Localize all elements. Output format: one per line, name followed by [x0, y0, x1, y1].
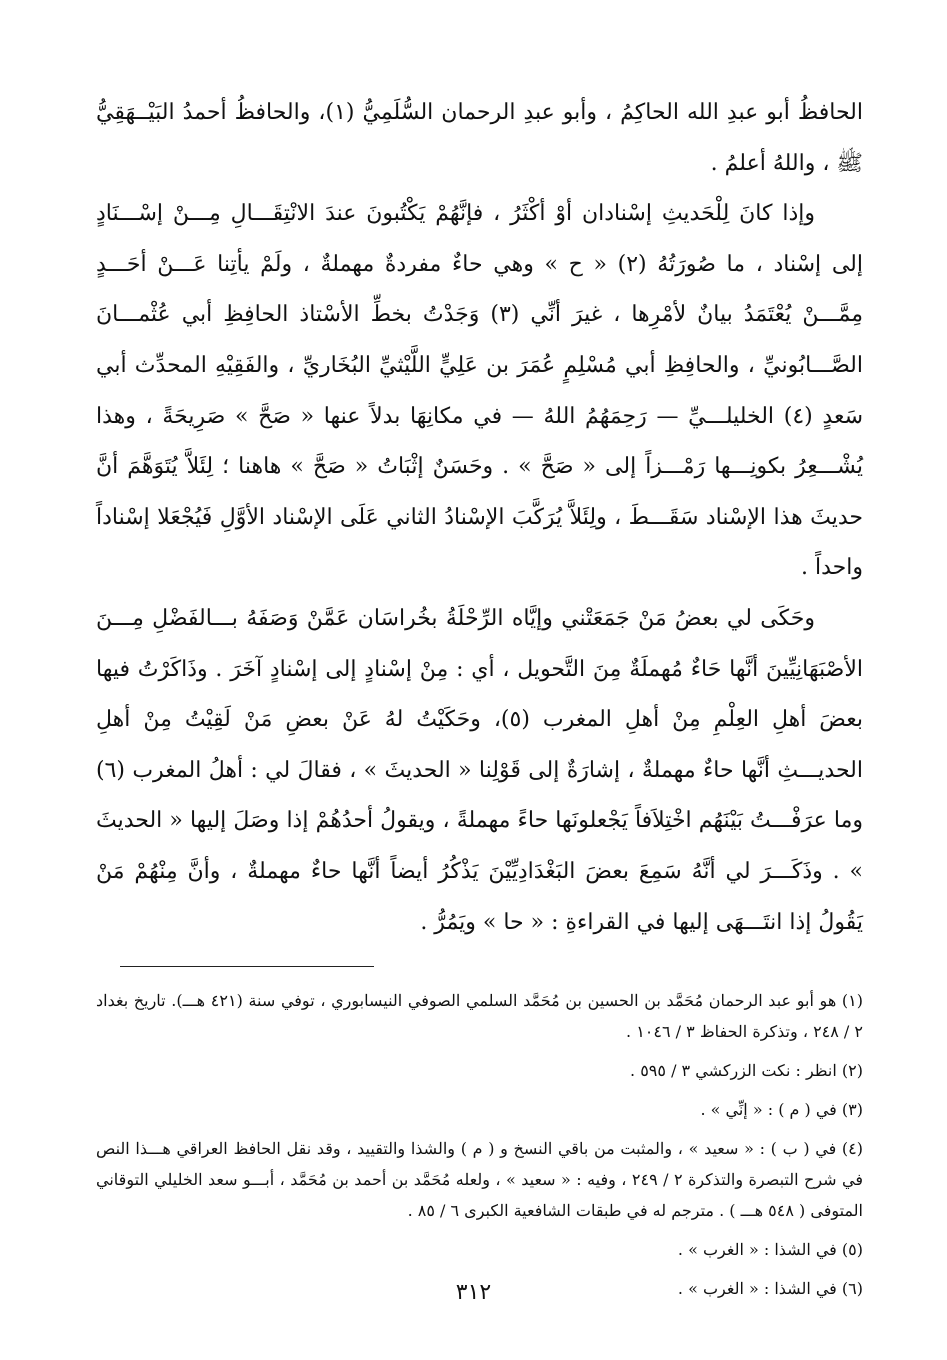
paragraph-2: وإذا كانَ لِلْحَديثِ إسْنادان أوْ أكْثَرُ ، فإنَّهُمْ يَكْتُبونَ عندَ الانْتِقَـــالِ مِـــنْ إسْـــنَادٍ إلى إسْناد ، ما صُورَتُهُ (٢) « ح » وهي حاءٌ مفردةٌ مهملةٌ ، ولَمْ يأتِنا عَـــنْ أحَـــدٍ مِمَّـــنْ يُعْتَمَدُ بيانٌ لأمْرِها ، غيرَ أنِّي (٣) وَجَدْتُ بخطِّ الأسْتاذ الحافِظِ أبي عُثْمـــانَ الصَّـــابُونيِّ ، والحافِظِ أبي مُسْلِمٍ عُمَرَ بن عَلِيٍّ اللَّيْثيِّ البُخَاريِّ ، والفَقِيْهِ المحدِّث أبي سَعدٍ (٤) الخليلـــيِّ — رَحِمَهُمُ اللهُ — في مكانِهَا بدلاً عنها « صَحَّ » صَرِيحَةً ، وهذا يُشْـــعِرُ بكونِـــها رَمْـــزاً إلى « صَحَّ » . وحَسَنٌ إثْبَاتُ « صَحَّ » هاهنا ؛ لِئَلاَّ يُتَوَهَّمَ أنَّ حديثَ هذا الإسْناد سَقَـــطَ ، ولِئَلاَّ يُرَكَّبَ الإسْنادُ الثاني عَلَى الإسْناد الأوَّلِ فَيُجْعَلا إسْناداً واحداً . [96, 201, 863, 581]
document-page [96, 88, 863, 1360]
footnote-5: (٥) في الشذا : « الغرب » . [677, 1240, 863, 1260]
footnote-2: (٢) انظر : نكت الزركشي ٣ / ٥٩٥ . [630, 1061, 863, 1081]
footnote-divider [120, 966, 374, 967]
footnote-4: (٤) في ( ب ) : « سعيد » ، والمثبت من باقي النسخ و ( م ) والشذا والتقييد ، وقد نقل الحافظ العراقي هـــذا النص في شرح التبصرة والتذكرة ٢ / ٢٤٩ ، وفيه : « سعيد » ، ولعله مُحَمَّد بن أحمد بن مُحَمَّد ، أبـــو سعد الخليلي التوقاني المتوفى ( ٥٤٨ هـــ ) . مترجم له في طبقات الشافعية الكبرى ٦ / ٨٥ . [96, 1139, 863, 1221]
paragraph-1: الحافظُ أبو عبدِ الله الحاكِمُ ، وأبو عبدِ الرحمان السُّلَمِيُّ (١)، والحافظُ أحمدُ البَيْــهَقِيُّ ﷺ ، واللهُ أعلمُ . [96, 100, 863, 176]
footnote-3: (٣) في ( م ) : « إنِّي » . [700, 1100, 863, 1120]
page-number: ٣١٢ [455, 1280, 492, 1305]
footnote-6: (٦) في الشذا : « الغرب » . [677, 1279, 863, 1299]
paragraph-3: وحَكَى لي بعضُ مَنْ جَمَعَتْني وإيَّاه الرِّحْلَةُ بخُراسَان عَمَّنْ وَصَفَهُ بـــالفَضْلِ مِـــنَ الأصْبَهَانِيِّينَ أنَّها حَاءٌ مُهملَةٌ مِنَ التَّحويل ، أي : مِنْ إسْنادٍ إلى إسْنادٍ آخَرَ . وذَاكَرْتُ فيها بعضَ أهلِ العِلْمِ مِنْ أهلِ المغرب (٥)، وحَكَيْتُ لهُ عَنْ بعضِ مَنْ لَقِيْتُ مِنْ أهلِ الحديـــثِ أنَّها حاءٌ مهملةٌ ، إشارَةٌ إلى قَوْلِنا « الحديثَ » ، فقالَ لي : أهلُ المغرب (٦) وما عرَفْـــتُ بَيْنَهُم اخْتِلاَفاً يَجْعلونَها حاءً مهملةً ، ويقولُ أحدُهُمْ إذا وصَلَ إليها « الحديثَ » . وذَكَـــرَ لي أنَّهُ سَمِعَ بعضَ البَغْدَادِيِّيْنَ يَذْكُرُ أيضاً أنَّها حاءٌ مهملةٌ ، وأنَّ مِنْهُمْ مَنْ يَقُولُ إذا انتَـــهَى إليها في القراءةِ : « حا » ويَمُرُّ . [96, 605, 863, 935]
footnote-1: (١) هو أبو عبد الرحمان مُحَمَّد بن الحسين بن مُحَمَّد السلمي الصوفي النيسابوري ، توفي سنة (٤٢١ هـــ). تاريخ بغداد ٢ / ٢٤٨ ، وتذكرة الحفاظ ٣ / ١٠٤٦ . [96, 991, 864, 1042]
main-text [96, 88, 863, 948]
footnotes [96, 985, 863, 1304]
